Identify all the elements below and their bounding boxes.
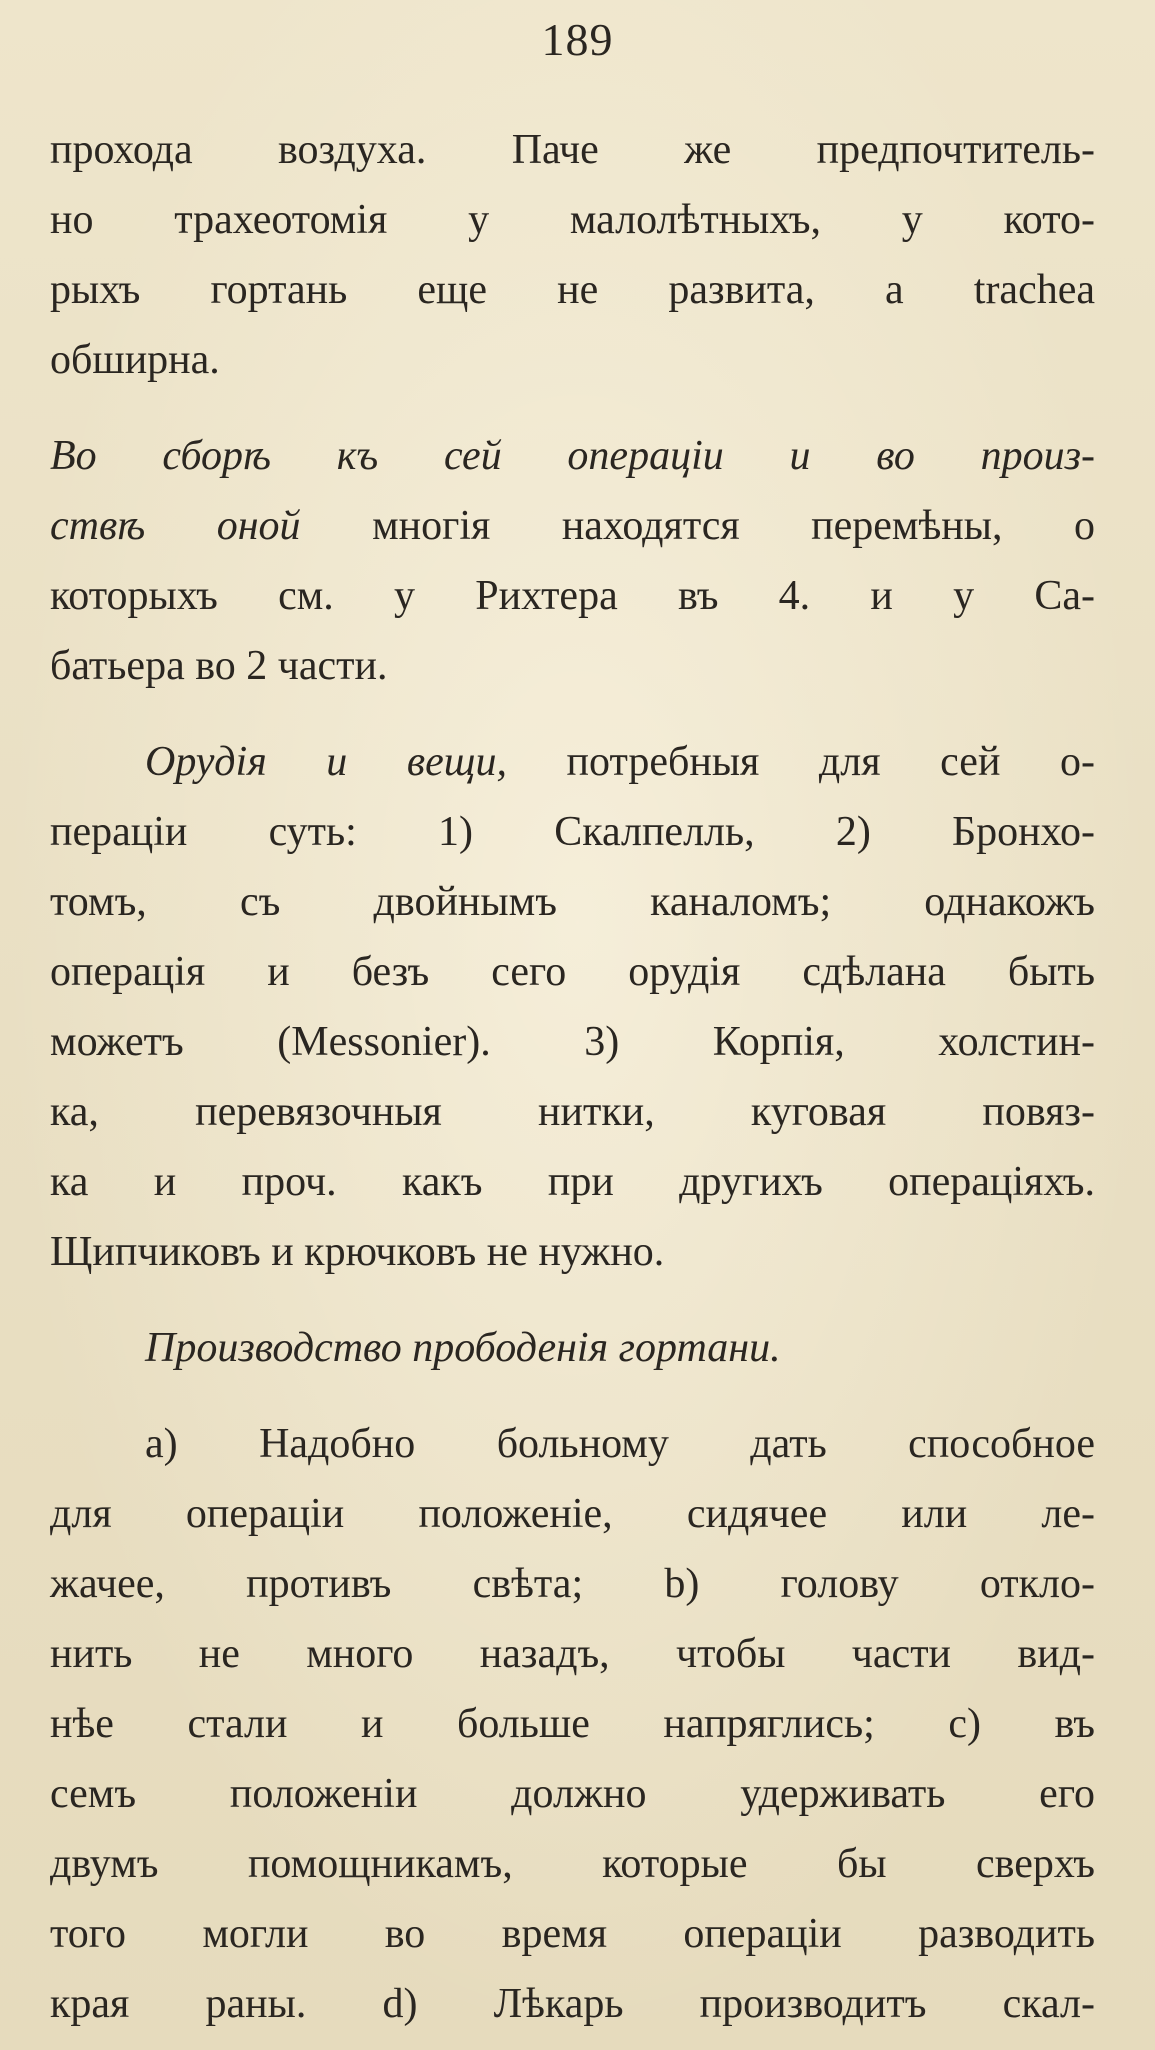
text-line <box>50 1969 1095 2039</box>
text-line <box>50 421 1095 491</box>
text-span: многія находятся перемѣны, о <box>300 503 1095 549</box>
text-line <box>50 1147 1095 1217</box>
text-span: которыхъ см. у Рихтера въ 4. и у Са- <box>50 573 1095 619</box>
text-line <box>50 491 1095 561</box>
text-span: можетъ (Messonier). 3) Корпія, холстин- <box>50 1019 1095 1065</box>
body-text <box>50 115 1095 2039</box>
text-line <box>50 1007 1095 1077</box>
text-span: а) Надобно больному дать способное <box>145 1421 1095 1467</box>
text-line <box>50 1899 1095 1969</box>
italic-text: Орудія и вещи, <box>145 739 507 785</box>
italic-text: Во сборѣ къ сей операціи и во произ- <box>50 433 1095 479</box>
text-line <box>50 797 1095 867</box>
paragraph <box>50 727 1095 1287</box>
text-line <box>50 1829 1095 1899</box>
text-span: для операціи положеніе, сидячее или ле- <box>50 1491 1095 1537</box>
italic-text: ствѣ оной <box>50 503 301 549</box>
text-line <box>50 1077 1095 1147</box>
text-line <box>50 1313 1095 1383</box>
text-span: края раны. d) Лѣкарь производитъ скал- <box>50 1981 1095 2027</box>
text-line <box>50 1479 1095 1549</box>
text-line <box>50 1217 1095 1287</box>
text-line <box>50 185 1095 255</box>
text-span: прохода воздуха. Паче же предпочтитель- <box>50 127 1095 173</box>
text-span: батьера во 2 части. <box>50 643 388 689</box>
text-line <box>50 937 1095 1007</box>
italic-text: Производство прободенія гортани. <box>145 1325 781 1371</box>
text-span: рыхъ гортань еще не развита, а trachea <box>50 267 1095 313</box>
text-line <box>50 561 1095 631</box>
text-line <box>50 115 1095 185</box>
text-span: томъ, съ двойнымъ каналомъ; однакожъ <box>50 879 1095 925</box>
text-line <box>50 727 1095 797</box>
text-span: операція и безъ сего орудія сдѣлана быть <box>50 949 1095 995</box>
paragraph <box>50 421 1095 701</box>
text-span: потребныя для сей о- <box>506 739 1095 785</box>
text-span: пераціи суть: 1) Скалпелль, 2) Бронхо- <box>50 809 1095 855</box>
page-number: 189 <box>541 14 614 65</box>
text-line <box>50 1549 1095 1619</box>
text-span: нѣе стали и больше напряглись; c) въ <box>50 1701 1095 1747</box>
paragraph <box>50 1313 1095 1383</box>
text-line <box>50 1759 1095 1829</box>
text-line <box>50 631 1095 701</box>
text-span: ка, перевязочныя нитки, куговая повяз- <box>50 1089 1095 1135</box>
text-line <box>50 1689 1095 1759</box>
text-line <box>50 255 1095 325</box>
text-span: но трахеотомія у малолѣтныхъ, у кото- <box>50 197 1095 243</box>
text-span: нить не много назадъ, чтобы части вид- <box>50 1631 1095 1677</box>
text-line <box>50 867 1095 937</box>
text-span: обширна. <box>50 337 220 383</box>
text-span: ка и проч. какъ при другихъ операціяхъ. <box>50 1159 1095 1205</box>
text-line <box>50 1619 1095 1689</box>
text-span: семъ положеніи должно удерживать его <box>50 1771 1095 1817</box>
text-span: двумъ помощникамъ, которые бы сверхъ <box>50 1841 1095 1887</box>
text-span: жачее, противъ свѣта; b) голову откло- <box>50 1561 1095 1607</box>
text-line <box>50 1409 1095 1479</box>
text-span: того могли во время операціи разводить <box>50 1911 1095 1957</box>
text-line <box>50 325 1095 395</box>
paragraph <box>50 115 1095 395</box>
paragraph <box>50 1409 1095 2039</box>
text-span: Щипчиковъ и крючковъ не нужно. <box>50 1229 665 1275</box>
